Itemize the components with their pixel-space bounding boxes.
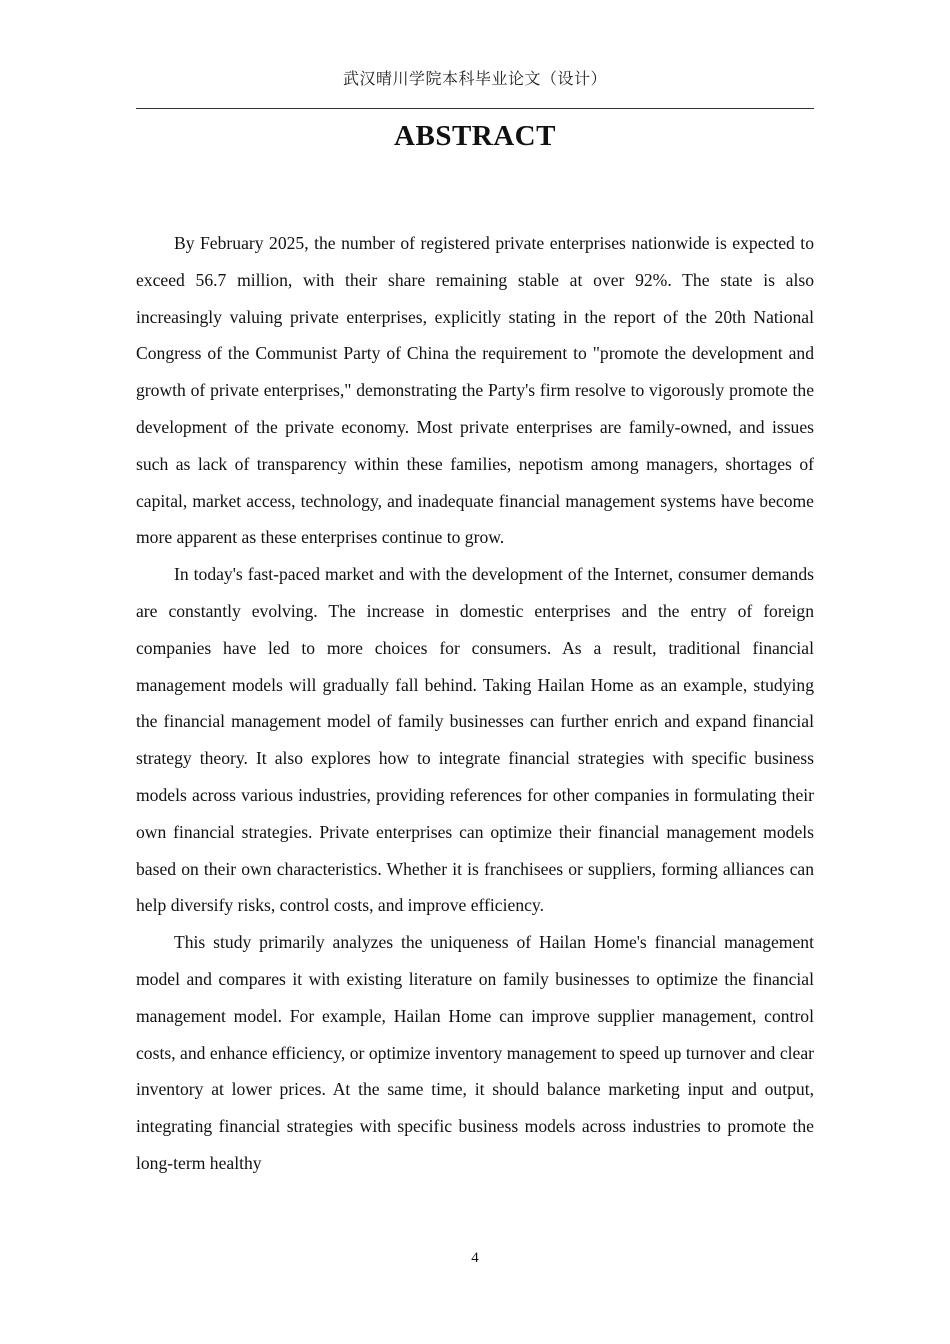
abstract-paragraph-1: By February 2025, the number of registered private enterprises nationwide is expected to exceed 56.7 million, with their share remaining stable at over 92%. The state is also increasingly valuing private enterprises, explicitly stating in the report of the 20th National Congress of the Communist Party of China the requirement to "promote the development and growth of private enterprises," demonstrating the Party's firm resolve to vigorously promote the development of the private economy. Most private enterprises are family-owned, and issues such as lack of transparency within these families, nepotism among managers, shortages of capital, market access, technology, and inadequate financial management systems have become more apparent as these enterprises continue to grow. [136,233,814,548]
header-divider [136,108,814,109]
abstract-title: ABSTRACT [394,120,556,152]
page-header: 武汉晴川学院本科毕业论文（设计） [342,69,607,88]
page-number: 4 [471,1250,479,1266]
abstract-paragraph-2: In today's fast-paced market and with the development of the Internet, consumer demands are constantly evolving. The increase in domestic enterprises and the entry of foreign companies have led to more choices for consumers. As a result, traditional financial management models will gradually fall behind. Taking Hailan Home as an example, studying the financial management model of family businesses can further enrich and expand financial strategy theory. It also explores how to integrate financial strategies with specific business models across various industries, providing references for other companies in formulating their own financial strategies. Private enterprises can optimize their financial management models based on their own characteristics. Whether it is franchisees or suppliers, forming alliances can help diversify risks, control costs, and improve efficiency. [136,564,814,916]
abstract-body [136,225,814,1182]
abstract-paragraph-3: This study primarily analyzes the uniqueness of Hailan Home's financial management model and compares it with existing literature on family businesses to optimize the financial management model. For example, Hailan Home can improve supplier management, control costs, and enhance efficiency, or optimize inventory management to speed up turnover and clear inventory at lower prices. At the same time, it should balance marketing input and output, integrating financial strategies with specific business models across industries to promote the long-term healthy [136,932,814,1173]
